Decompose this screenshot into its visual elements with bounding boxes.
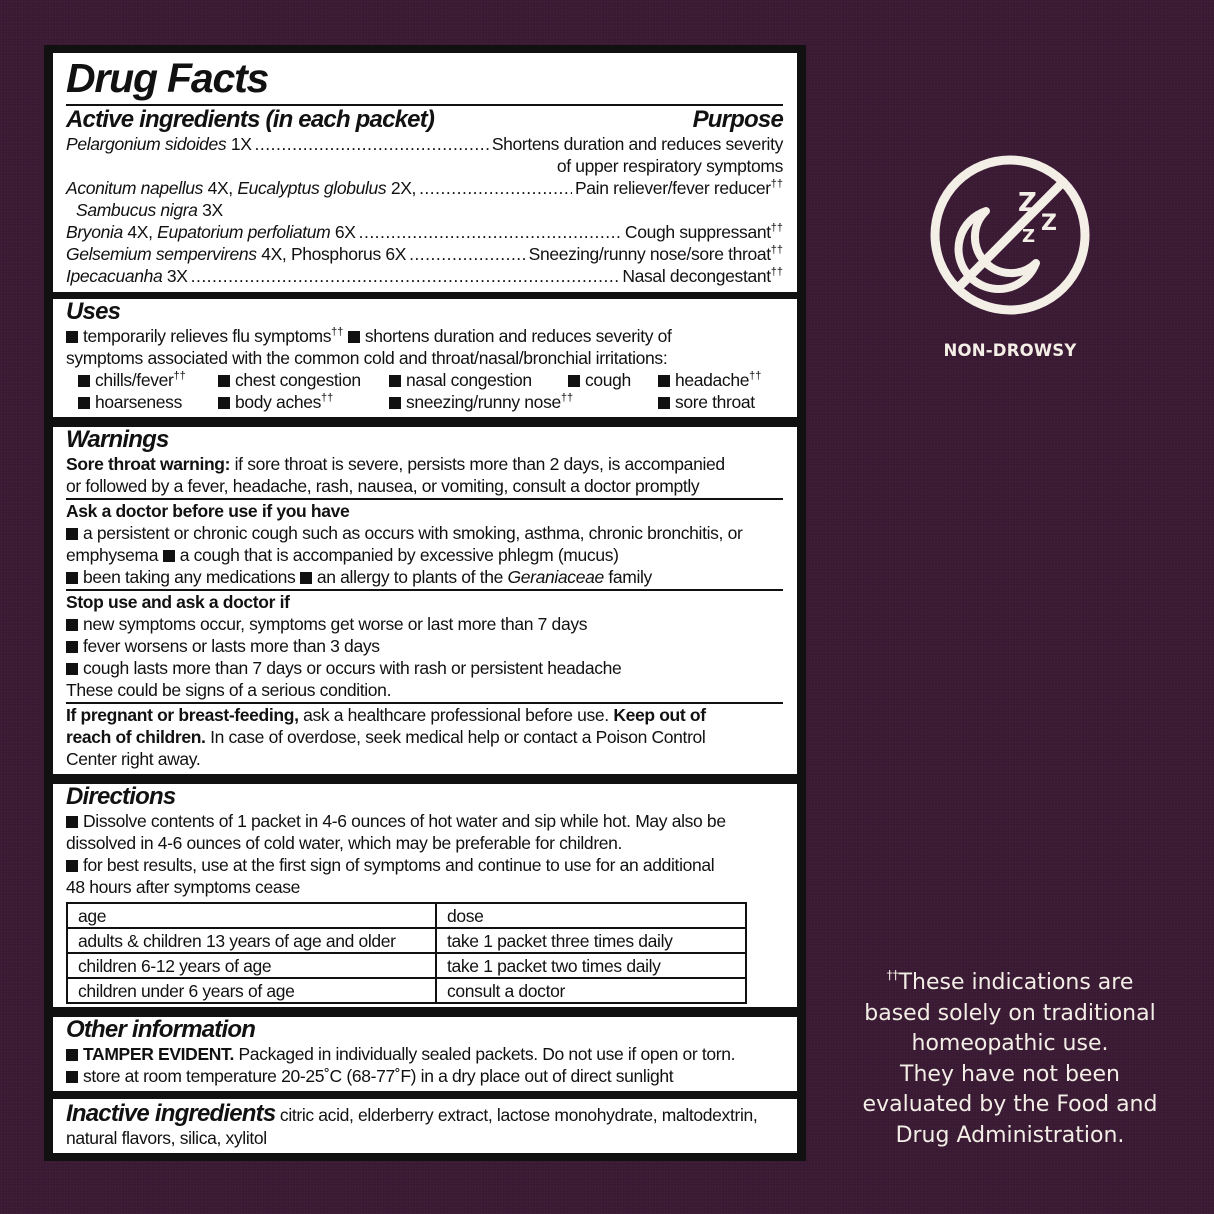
bullet-icon — [66, 528, 78, 540]
bullet-icon — [66, 1071, 78, 1083]
warnings-heading: Warnings — [66, 427, 169, 453]
list-item: body aches†† — [218, 391, 389, 413]
bullet-icon — [66, 331, 78, 343]
bullet-icon — [78, 397, 90, 409]
bullet-icon — [163, 550, 175, 562]
active-ingredients-panel: Drug Facts Active ingredients (in each packet) Purpose Pelargonium sidoides 1X ..... Shortens duration and reduces severity of upper respiratory symptoms Aconitum napellus 4X, Eucalyptus globulus 2X, ..... Pain reliever/fever reducer†† Sambucus nigra 3X Bryonia 4X, Eupatorium perfoliatum 6X ..... Cough suppressant†† Gelsemium sempervirens 4X, Phosphorus 6X ..... Sneezing/runny nose/sore throat†† Ipecacuanha 3X ..... Nasal decongestant†† — [53, 53, 797, 292]
ingredient-row: Ipecacuanha 3X ..... Nasal decongestant†† — [66, 265, 783, 287]
ingredient-row: Bryonia 4X, Eupatorium perfoliatum 6X ..... Cough suppressant†† — [66, 221, 783, 243]
other-information-heading: Other information — [66, 1017, 256, 1043]
symptoms-list — [66, 369, 783, 413]
non-drowsy-label: NON-DROWSY — [943, 341, 1077, 360]
bullet-icon — [658, 397, 670, 409]
directions-panel: Directions Dissolve contents of 1 packet in 4-6 ounces of hot water and sip while hot. May also be dissolved in 4-6 ounces of cold water, which may be preferable for children. for best results, use at the first sign of symptoms and continue to use for an additional 48 hours after symptoms cease age dose adults & children 13 years of age and older take 1 packet three times daily children 6-12 years of age take 1 packet two times daily children under 6 years of age consult a doctor — [53, 784, 797, 1007]
ingredient-row: Pelargonium sidoides 1X ..... Shortens duration and reduces severity — [66, 133, 783, 155]
list-item: sneezing/runny nose†† — [389, 391, 658, 413]
uses-heading: Uses — [66, 299, 121, 325]
drug-facts-title: Drug Facts — [66, 56, 783, 106]
uses-panel: Uses temporarily relieves flu symptoms†† shortens duration and reduces severity of symptoms associated with the common cold and throat/nasal/bronchial irritations: chills/fever†† chest congestion nasal congestion cough headache†† hoarseness body aches†† sneezing/runny nose†† sore throat — [53, 299, 797, 417]
bullet-icon — [78, 375, 90, 387]
other-information-panel: Other information TAMPER EVIDENT. Packaged in individually sealed packets. Do not use if open or torn. store at room temperature 20-25˚C (68-77˚F) in a dry place out of direct sunlight — [53, 1017, 797, 1091]
bullet-icon — [300, 572, 312, 584]
warnings-panel: Warnings Sore throat warning: if sore throat is severe, persists more than 2 days, is accompanied or followed by a fever, headache, rash, nausea, or vomiting, consult a doctor promptly Ask a doctor before use if you have a persistent or chronic cough such as occurs with smoking, asthma, chronic bronchitis, or emphysema a cough that is accompanied by excessive phlegm (mucus) been taking any medications an allergy to plants of the Geraniaceae family Stop use and ask a doctor if new symptoms occur, symptoms get worse or last more than 7 days fever worsens or lasts more than 3 days cough lasts more than 7 days or occurs with rash or persistent headache These could be signs of a serious condition. If pregnant or breast-feeding, ask a healthcare professional before use. Keep out of reach of children. In case of overdose, seek medical help or contact a Poison Control Center right away. — [53, 427, 797, 774]
dosage-table — [66, 902, 747, 1004]
bullet-icon — [66, 619, 78, 631]
table-row: adults & children 13 years of age and older take 1 packet three times daily — [67, 928, 746, 953]
list-item: chest congestion — [218, 369, 389, 391]
list-item: hoarseness — [78, 391, 218, 413]
bullet-icon — [66, 641, 78, 653]
ingredient-row: Aconitum napellus 4X, Eucalyptus globulus 2X, ..... Pain reliever/fever reducer†† — [66, 177, 783, 199]
list-item: headache†† — [658, 369, 778, 391]
bullet-icon — [218, 397, 230, 409]
bullet-icon — [66, 572, 78, 584]
svg-text:Z: Z — [1018, 188, 1037, 218]
inactive-ingredients-panel: Inactive ingredients citric acid, elderberry extract, lactose monohydrate, maltodextrin, natural flavors, silica, xylitol — [53, 1099, 797, 1153]
bullet-icon — [218, 375, 230, 387]
bullet-icon — [568, 375, 580, 387]
bullet-icon — [66, 816, 78, 828]
inactive-ingredients-heading: Inactive ingredients — [66, 1100, 276, 1127]
svg-text:Z: Z — [1041, 211, 1057, 236]
svg-text:Z: Z — [1022, 226, 1036, 247]
bullet-icon — [389, 397, 401, 409]
list-item: cough — [568, 369, 658, 391]
bullet-icon — [66, 860, 78, 872]
ingredient-row: Gelsemium sempervirens 4X, Phosphorus 6X ..... Sneezing/runny nose/sore throat†† — [66, 243, 783, 265]
no-sleep-moon-icon — [928, 153, 1092, 317]
table-row: children 6-12 years of age take 1 packet two times daily — [67, 953, 746, 978]
list-item: nasal congestion — [389, 369, 568, 391]
footnote-disclaimer: ††These indications are based solely on traditional homeopathic use. They have not been evaluated by the Food and Drug Administration. — [862, 968, 1158, 1148]
table-row: children under 6 years of age consult a doctor — [67, 978, 746, 1003]
bullet-icon — [389, 375, 401, 387]
list-item: chills/fever†† — [78, 369, 218, 391]
bullet-icon — [658, 375, 670, 387]
list-item: sore throat — [658, 391, 778, 413]
purpose-heading: Purpose — [692, 106, 783, 133]
bullet-icon — [348, 331, 360, 343]
bullet-icon — [66, 1049, 78, 1061]
bullet-icon — [66, 663, 78, 675]
active-ingredients-heading: Active ingredients (in each packet) — [66, 106, 435, 133]
drug-facts-label — [44, 45, 806, 1161]
directions-heading: Directions — [66, 784, 176, 810]
table-row: age dose — [67, 903, 746, 928]
